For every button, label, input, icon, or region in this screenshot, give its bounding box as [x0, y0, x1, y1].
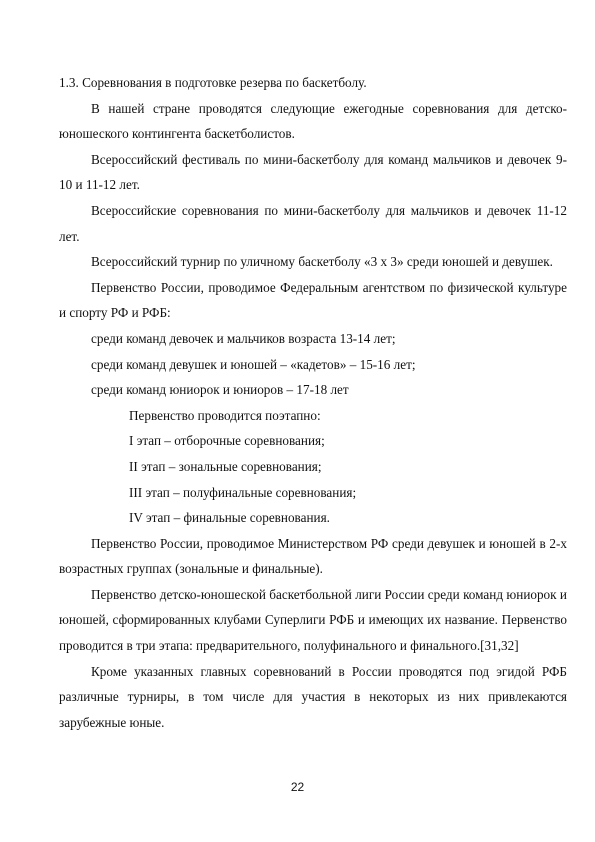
paragraph-street-basketball: Всероссийский турнир по уличному баскетболу «3 х 3» среди юношей и девушек. [91, 254, 553, 270]
section-heading: 1.3. Соревнования в подготовке резерва по баскетболу. [59, 75, 367, 90]
intro-paragraph: В нашей стране проводятся следующие ежегодные соревнования для детско-юношеского контингента баскетболистов. [59, 100, 567, 142]
stage-item: II этап – зональные соревнования; [129, 458, 322, 474]
paragraph-mini-basketball: Всероссийские соревнования по мини-баскетболу для мальчиков и девочек 11-12 лет. [59, 202, 567, 244]
list-item-teams: среди команд девушек и юношей – «кадетов» – 15-16 лет; [91, 356, 416, 372]
stage-item: IV этап – финальные соревнования. [129, 510, 330, 526]
list-item-teams: среди команд девочек и мальчиков возраста 13-14 лет; [91, 330, 396, 346]
paragraph-other-tournaments: Кроме указанных главных соревнований в России проводятся под эгидой РФБ различные турниры, в том числе для участия в некоторых из них привлекаются зарубежные юные. [59, 663, 567, 730]
stage-item: III этап – полуфинальные соревнования; [129, 484, 357, 500]
document-body [59, 70, 567, 735]
paragraph-youth-league: Первенство детско-юношеской баскетбольной лиги России среди команд юниорок и юношей, сформированных клубами Суперлиги РФБ и имеющих их название. Первенство проводится в три этапа: предварительного, полуфинального и финального.[31,32] [59, 586, 567, 654]
paragraph-championship-ministry: Первенство России, проводимое Министерством РФ среди девушек и юношей в 2-х возрастных группах (зональные и финальные). [59, 535, 567, 577]
page-number: 22 [290, 780, 305, 794]
paragraph-festival: Всероссийский фестиваль по мини-баскетболу для команд мальчиков и девочек 9-10 и 11-12 лет. [59, 151, 567, 193]
stage-item: Первенство проводится поэтапно: [129, 407, 321, 423]
list-item-teams: среди команд юниорок и юниоров – 17-18 лет [91, 382, 349, 398]
stage-item: I этап – отборочные соревнования; [129, 433, 325, 449]
paragraph-championship-agency: Первенство России, проводимое Федеральным агентством по физической культуре и спорту РФ и РФБ: [59, 279, 567, 321]
